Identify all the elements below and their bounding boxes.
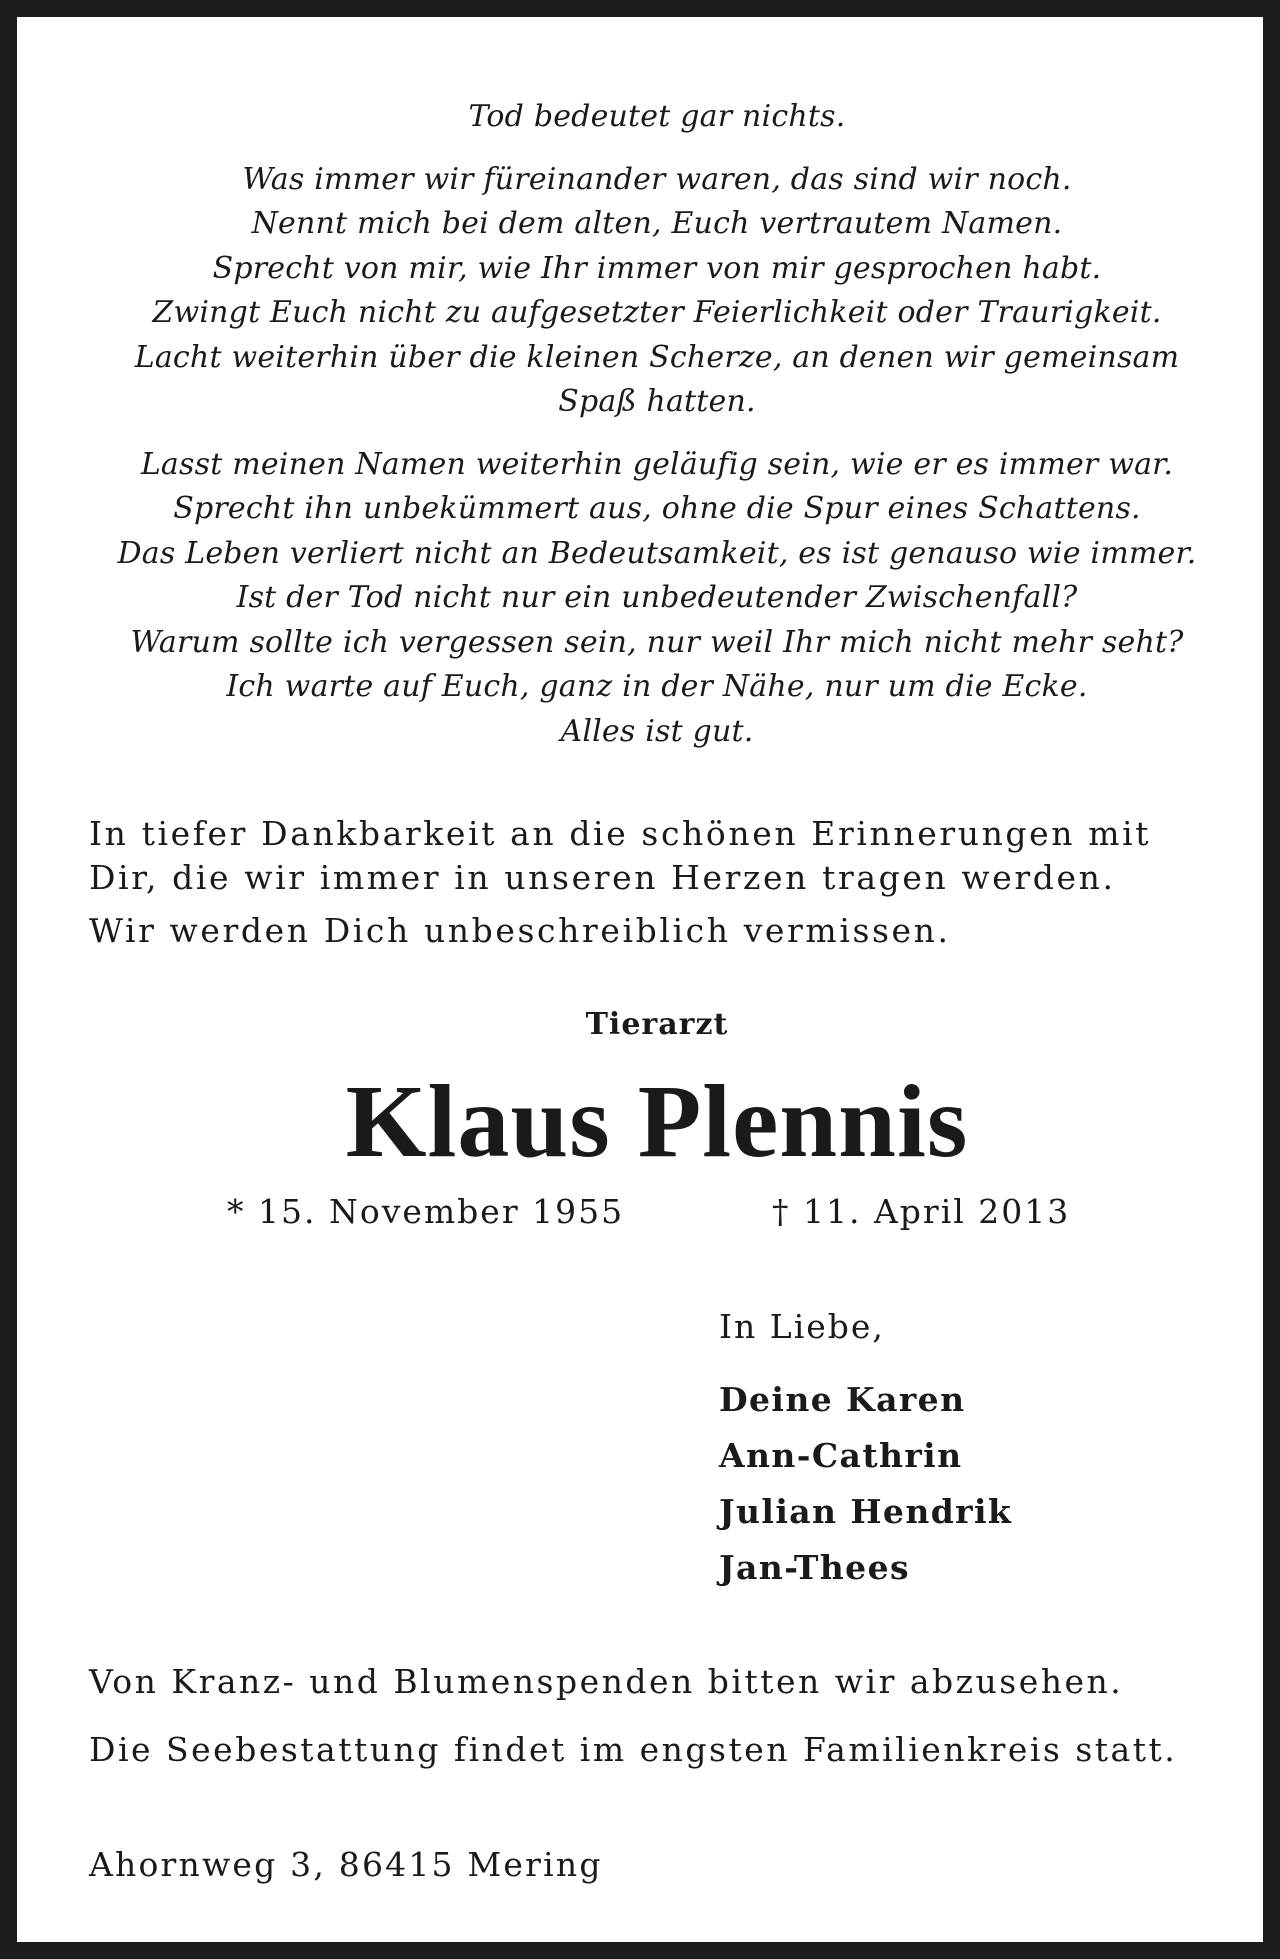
poem-line: Was immer wir füreinander waren, das sind wir noch. <box>242 161 1072 197</box>
birth-date: * 15. November 1955 <box>227 1192 625 1231</box>
mourner-name: Jan-Thees <box>719 1548 910 1587</box>
poem-line: Sprecht ihn unbekümmert aus, ohne die Spur eines Schattens. <box>173 491 1141 526</box>
poem-line: Tod bedeutet gar nichts. <box>468 99 846 134</box>
poem-line: Zwingt Euch nicht zu aufgesetzter Feierlichkeit oder Traurigkeit. <box>152 295 1162 330</box>
gratitude-line-1: In tiefer Dankbarkeit an die schönen Erinnerungen mit <box>89 814 1152 853</box>
gratitude-line-2: Dir, die wir immer in unseren Herzen tragen werden. <box>89 858 1116 897</box>
poem-line: Alles ist gut. <box>560 713 754 749</box>
address: Ahornweg 3, 86415 Mering <box>89 1845 603 1884</box>
deceased-title: Tierarzt <box>585 1007 729 1042</box>
gratitude-line-3: Wir werden Dich unbeschreiblich vermissen. <box>89 911 951 950</box>
mourner-name: Deine Karen <box>719 1380 966 1419</box>
mourners-intro: In Liebe, <box>719 1307 885 1346</box>
poem-line: Das Leben verliert nicht an Bedeutsamkeit, es ist genauso wie immer. <box>117 535 1197 571</box>
flowers-note: Von Kranz- und Blumenspenden bitten wir abzusehen. <box>89 1662 1124 1701</box>
poem-line: Sprecht von mir, wie Ihr immer von mir gesprochen habt. <box>212 250 1102 286</box>
poem-line: Spaß hatten. <box>558 384 756 419</box>
poem <box>77 95 1237 754</box>
death-date: † 11. April 2013 <box>772 1192 1071 1231</box>
poem-line: Nennt mich bei dem alten, Euch vertrautem Namen. <box>251 206 1063 241</box>
mourner-name: Julian Hendrik <box>719 1492 1013 1531</box>
poem-line: Warum sollte ich vergessen sein, nur weil Ihr mich nicht mehr seht? <box>130 624 1184 660</box>
poem-line: Ist der Tod nicht nur ein unbedeutender Zwischenfall? <box>236 580 1078 615</box>
deceased-name: Klaus Plennis <box>345 1064 969 1179</box>
burial-note: Die Seebestattung findet im engsten Familienkreis statt. <box>89 1730 1178 1769</box>
mourner-name: Ann-Cathrin <box>719 1436 963 1475</box>
poem-line: Lasst meinen Namen weiterhin geläufig sein, wie er es immer war. <box>140 446 1174 482</box>
poem-line: Lacht weiterhin über die kleinen Scherze, an denen wir gemeinsam <box>134 339 1180 375</box>
poem-stanza-3 <box>77 443 1237 755</box>
gratitude-text <box>89 812 1229 953</box>
poem-line: Ich warte auf Euch, ganz in der Nähe, nur um die Ecke. <box>226 669 1088 704</box>
poem-stanza-1 <box>77 95 1237 140</box>
mourners-list <box>719 1372 1012 1596</box>
poem-stanza-2 <box>77 158 1237 425</box>
